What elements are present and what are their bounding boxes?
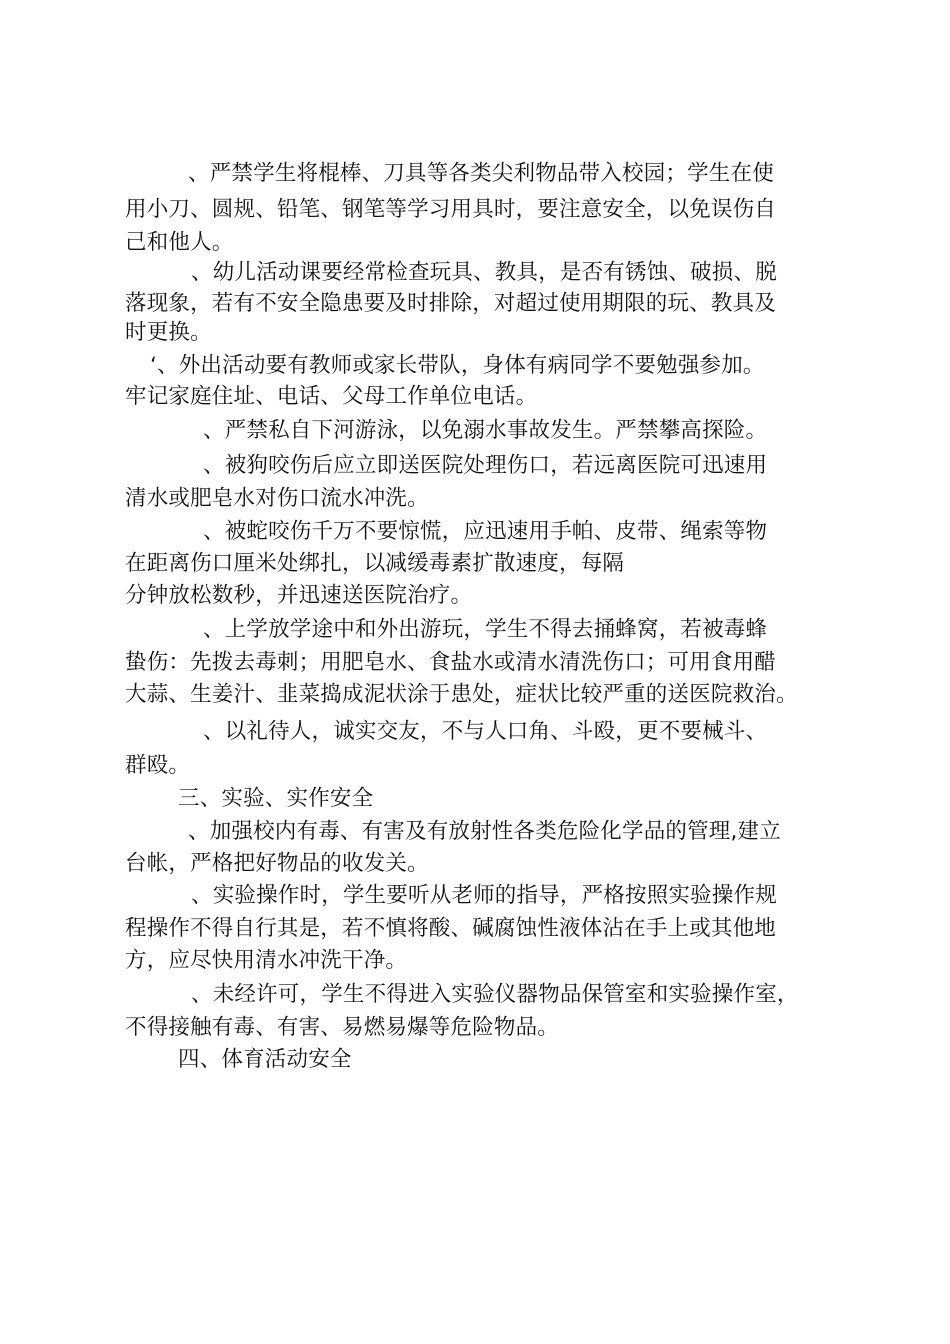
- text-line: 牢记家庭住址、电话、父母工作单位电话。: [125, 384, 538, 409]
- section-heading: 三、实验、实作安全: [178, 786, 374, 811]
- text-line: 蛰伤：先拨去毒刺；用肥皂水、食盐水或清水清洗伤口；可用食用醋: [125, 650, 777, 675]
- text-line: 、被蛇咬伤千万不要惊慌，应迅速用手帕、皮带、绳索等物: [203, 519, 768, 544]
- text-line: 方，应尽快用清水冲洗干净。: [125, 948, 408, 973]
- text-line: 在距离伤口厘米处绑扎，以减缓毒素扩散速度，每隔: [125, 551, 625, 576]
- text-line: 大蒜、生姜汁、韭菜捣成泥状涂于患处，症状比较严重的送医院救治。: [125, 682, 798, 707]
- text-line: 、严禁学生将棍棒、刀具等各类尖利物品带入校园；学生在使: [188, 161, 774, 186]
- text-line: 、未经许可，学生不得进入实验仪器物品保管室和实验操作室，: [191, 982, 799, 1007]
- text-line: 己和他人。: [125, 230, 234, 255]
- text-line: ‘、外出活动要有教师或家长带队，身体有病同学不要勉强参加。: [150, 353, 765, 378]
- text-line: 落现象，若有不安全隐患要及时排除，对超过使用期限的玩、教具及: [125, 291, 777, 316]
- text-line: 、幼儿活动课要经常检查玩具、教具，是否有锈蚀、破损、脱: [191, 260, 777, 285]
- text-line: 分钟放松数秒，并迅速送医院治疗。: [125, 583, 473, 608]
- text-line: 、上学放学途中和外出游玩，学生不得去捅蜂窝，若被毒蜂: [203, 617, 768, 642]
- text-line: 、严禁私自下河游泳，以免溺水事故发生。严禁攀高探险。: [203, 418, 768, 443]
- text-line: 群殴。: [125, 753, 191, 778]
- text-line: 清水或肥皂水对伤口流水冲洗。: [125, 486, 429, 511]
- text-line: 台帐，严格把好物品的收发关。: [125, 851, 429, 876]
- text-line: 用小刀、圆规、铅笔、钢笔等学习用具时，要注意安全，以免误伤自: [125, 197, 777, 222]
- text-line: 不得接触有毒、有害、易燃易爆等危险物品。: [125, 1015, 560, 1040]
- section-heading: 四、体育活动安全: [178, 1047, 352, 1072]
- text-line: 、以礼待人，诚实交友，不与人口角、斗殴，更不要械斗、: [203, 719, 768, 744]
- text-line: 、被狗咬伤后应立即送医院处理伤口，若远离医院可迅速用: [203, 453, 768, 478]
- text-line: 程操作不得自行其是，若不慎将酸、碱腐蚀性液体沾在手上或其他地: [125, 916, 777, 941]
- text-line: 时更换。: [125, 320, 212, 345]
- text-line: 、加强校内有毒、有害及有放射性各类危险化学品的管理,建立: [188, 819, 781, 844]
- text-line: 、实验操作时，学生要听从老师的指导，严格按照实验操作规: [191, 883, 777, 908]
